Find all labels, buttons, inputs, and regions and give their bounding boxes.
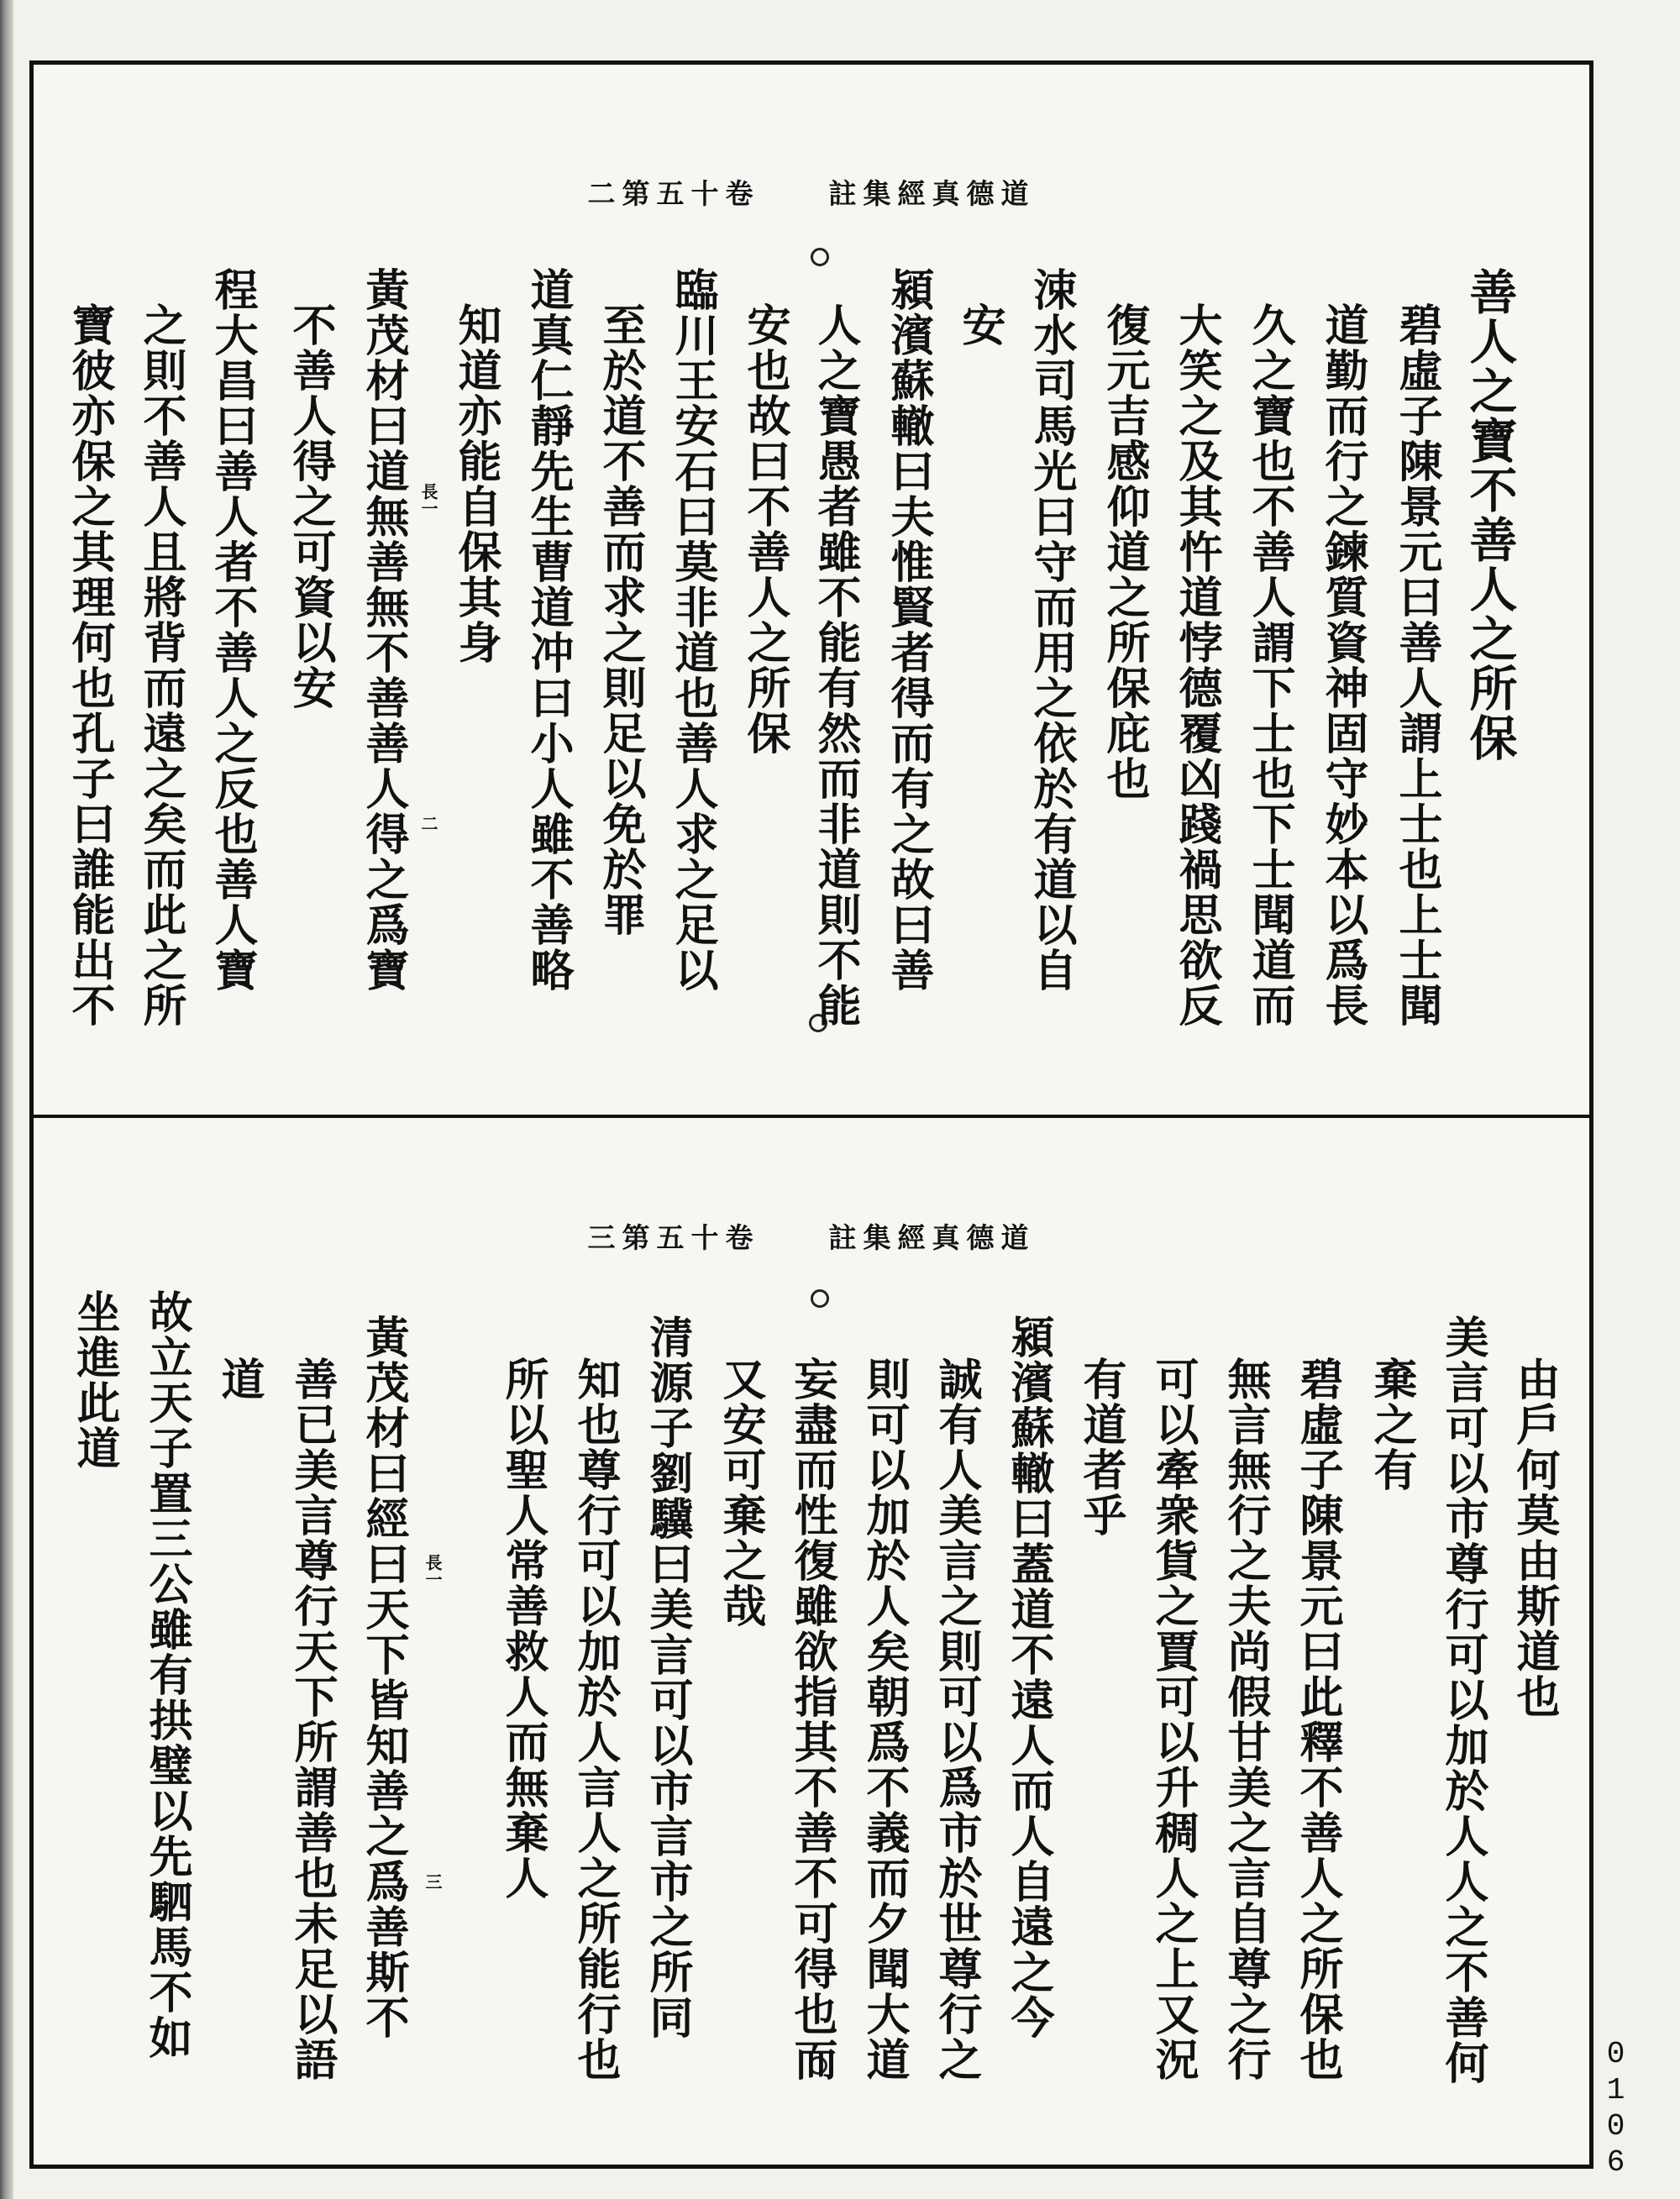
bottom-line-8: 潁濱蘇轍曰蓋道不遠人而人自遠之今 xyxy=(1003,1315,1054,2040)
bottom-line-17: 善已美言尊行天下所謂善也未足以語 xyxy=(286,1357,338,2082)
top-line-13: 至於道不善而求之則足以免於罪 xyxy=(595,302,646,937)
top-line-4: 久之寶也不善人謂下士也下士聞道而 xyxy=(1244,302,1295,1028)
top-line-12: 臨川王安石曰莫非道也善人求之足以 xyxy=(667,267,718,993)
bottom-line-14: 知也尊行可以加於人言人之所能行也 xyxy=(570,1357,621,2082)
top-line-15: 知道亦能自保其身 xyxy=(450,302,501,665)
bottom-header: 三第五十卷 註集經真德道 xyxy=(587,1221,1036,1254)
bottom-line-13: 清源子劉驥曰美言可以市言市之所同 xyxy=(642,1315,693,2040)
top-line-6: 復元吉感仰道之所保庇也 xyxy=(1099,302,1150,801)
top-line-5: 大笑之及其忤道悖德覆凶踐禍思欲反 xyxy=(1171,302,1222,1028)
scan-binding-edge xyxy=(0,0,13,2199)
bottom-line-11: 妄盡而性復雖欲指其不善不可得也而 xyxy=(786,1357,837,2082)
bottom-margin-note-a: 長一 xyxy=(423,1554,443,1588)
bottom-line-5: 無言無行之夫尚假甘美之言自尊之行 xyxy=(1220,1357,1271,2082)
bottom-line-3: 棄之有 xyxy=(1366,1357,1417,1493)
bottom-line-2: 美言可以市尊行可以加於人人之不善何 xyxy=(1437,1315,1488,2086)
bottom-line-16: 黃茂材曰經曰天下皆知善之爲善斯不 xyxy=(358,1315,409,2040)
top-line-11: 安也故曰不善人之所保 xyxy=(739,302,790,756)
top-line-18: 程大昌曰善人者不善人之反也善人寶 xyxy=(207,267,258,993)
top-margin-note-b: 二 xyxy=(418,815,438,832)
top-line-20: 寶彼亦保之其理何也孔子曰誰能出不 xyxy=(64,302,115,1028)
bottom-line-6: 可以牽衆貨之賈可以升稠人之上又況 xyxy=(1147,1357,1199,2082)
top-line-14: 道真仁靜先生曹道冲曰小人雖不善略 xyxy=(522,267,574,993)
top-margin-note-a: 長一 xyxy=(418,483,438,517)
bottom-line-18: 道 xyxy=(213,1357,265,1402)
bottom-line-1: 由戶何莫由斯道也 xyxy=(1509,1357,1560,1719)
bottom-margin-note-b: 三 xyxy=(423,1873,443,1890)
top-line-8: 安 xyxy=(954,302,1005,348)
bottom-line-12: 又安可棄之哉 xyxy=(715,1357,766,1629)
top-line-3: 道勤而行之鍊質資神固守妙本以爲長 xyxy=(1317,302,1368,1028)
bottom-circle-upper xyxy=(811,1289,829,1308)
top-line-9: 潁濱蘇轍曰夫惟賢者得而有之故曰善 xyxy=(883,267,934,993)
bottom-line-15: 所以聖人常善救人而無棄人 xyxy=(497,1357,549,1901)
top-line-7: 涑水司馬光曰守而用之依於有道以自 xyxy=(1026,267,1077,993)
panel-divider xyxy=(29,1115,1593,1118)
top-line-10: 人之寶愚者雖不能有然而非道則不能 xyxy=(810,302,861,1028)
top-circle-upper xyxy=(811,248,829,266)
bottom-line-19: 故立天子置三公雖有拱璧以先駟馬不如 xyxy=(141,1289,192,2060)
top-line-2: 碧虛子陳景元曰善人謂上士也上士聞 xyxy=(1391,302,1442,1028)
bottom-line-20: 坐進此道 xyxy=(69,1289,120,1471)
bottom-line-9: 誠有人美言之則可以爲市於世尊行之 xyxy=(931,1357,982,2082)
top-header: 二第五十卷 註集經真德道 xyxy=(587,177,1036,210)
bottom-line-7: 有道者乎 xyxy=(1075,1357,1126,1538)
top-line-1: 善人之寶不善人之所保 xyxy=(1462,267,1518,763)
bottom-line-10: 則可以加於人矣朝爲不義而夕聞大道 xyxy=(858,1357,910,2082)
top-line-16: 黃茂材曰道無善無不善善人得之爲寶 xyxy=(358,267,409,993)
top-line-17: 不善人得之可資以安 xyxy=(285,302,336,711)
page-folio-number: 0106 xyxy=(1599,2037,1633,2181)
top-line-19: 之則不善人且將背而遠之矣而此之所 xyxy=(135,302,186,1028)
bottom-line-4: 碧虛子陳景元曰此釋不善人之所保也 xyxy=(1292,1357,1343,2082)
